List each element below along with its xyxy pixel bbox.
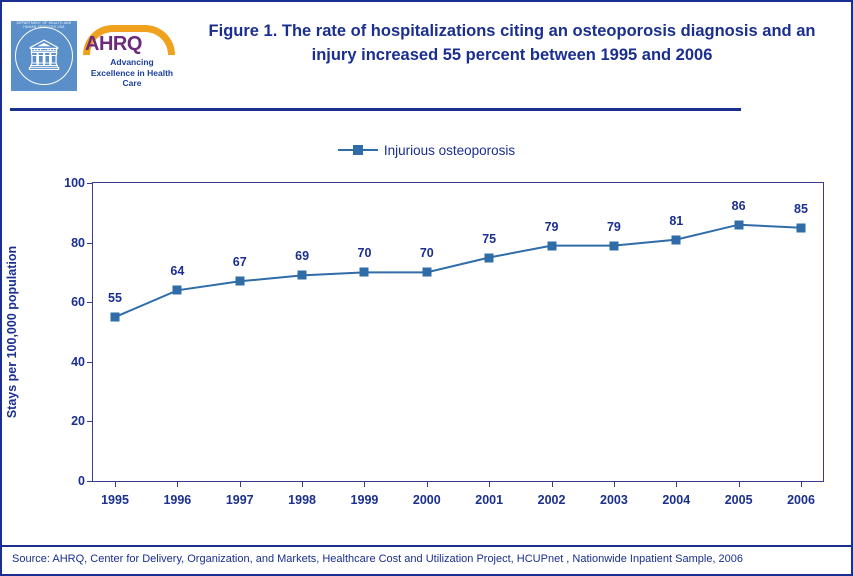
x-axis-tick-label: 2006 <box>787 493 815 507</box>
x-axis-tick-label: 1998 <box>288 493 316 507</box>
data-point-marker <box>422 268 431 277</box>
x-axis-tick-label: 2003 <box>600 493 628 507</box>
y-axis-tick-mark <box>87 362 93 363</box>
x-axis-tick-label: 2001 <box>475 493 504 507</box>
data-point-marker <box>609 241 618 250</box>
logo-name: AHRQ <box>85 33 142 55</box>
y-axis-tick-mark <box>87 421 93 422</box>
chart-area <box>2 162 851 542</box>
x-axis-tick-mark <box>801 481 802 487</box>
data-point-marker <box>485 253 494 262</box>
data-point-label: 79 <box>606 219 621 234</box>
logo-wordmark <box>77 21 179 91</box>
x-axis-tick-mark <box>427 481 428 487</box>
x-axis-tick-mark <box>240 481 241 487</box>
y-axis-tick-label: 20 <box>71 414 85 429</box>
hhs-eagle-icon: 🏛 <box>24 39 64 72</box>
footer-divider <box>2 545 851 547</box>
ahrq-logo <box>10 20 180 92</box>
hhs-seal-icon <box>11 21 77 91</box>
y-axis-tick-mark <box>87 302 93 303</box>
x-axis-tick-mark <box>614 481 615 487</box>
y-axis-tick-label: 80 <box>71 235 85 250</box>
x-axis-tick-label: 2005 <box>724 493 753 507</box>
x-axis-tick-mark <box>489 481 490 487</box>
data-point-label: 55 <box>108 291 122 306</box>
data-point-marker <box>734 220 743 229</box>
data-point-marker <box>235 277 244 286</box>
y-axis-tick-mark <box>87 183 93 184</box>
data-point-marker <box>298 271 307 280</box>
legend-label: Injurious osteoporosis <box>383 142 516 158</box>
x-axis-tick-label: 1996 <box>163 493 192 507</box>
plot-area <box>64 176 824 507</box>
y-axis-tick-label: 100 <box>64 176 85 190</box>
source-note: Source: AHRQ, Center for Delivery, Organization, and Markets, Healthcare Cost and Utilization Project, HCUPnet , Nationwide Inpatient Sample, 2006 <box>12 553 744 565</box>
data-point-label: 70 <box>357 246 372 261</box>
chart-legend <box>2 142 851 158</box>
y-axis-tick-label: 40 <box>71 354 85 369</box>
data-point-marker <box>360 268 369 277</box>
x-axis-tick-mark <box>115 481 116 487</box>
data-point-label: 69 <box>295 249 310 264</box>
data-point-label: 86 <box>731 198 746 213</box>
x-axis-tick-label: 1997 <box>225 493 254 507</box>
data-point-label: 67 <box>232 255 247 270</box>
data-point-label: 79 <box>544 219 559 234</box>
x-axis-tick-mark <box>177 481 178 487</box>
x-axis-tick-label: 2002 <box>537 493 566 507</box>
y-axis-tick-label: 60 <box>71 295 85 310</box>
figure-title: Figure 1. The rate of hospitalizations citing an osteoporosis diagnosis and an injury increased 55 percent between 1995 and 2006 <box>208 22 816 64</box>
series-line <box>93 183 823 481</box>
header <box>2 2 851 106</box>
x-axis-tick-label: 2004 <box>662 493 691 507</box>
x-axis-tick-mark <box>302 481 303 487</box>
y-axis-tick-mark <box>87 243 93 244</box>
y-axis-label: Stays per 100,000 population <box>5 245 19 419</box>
header-divider <box>10 108 741 111</box>
data-point-label: 81 <box>669 213 684 228</box>
data-point-marker <box>797 223 806 232</box>
y-axis-tick-mark <box>87 481 93 482</box>
y-axis-tick-label: 0 <box>78 474 85 488</box>
data-point-marker <box>547 241 556 250</box>
x-axis-tick-mark <box>739 481 740 487</box>
x-axis-tick-mark <box>552 481 553 487</box>
data-point-marker <box>173 286 182 295</box>
x-axis-tick-mark <box>364 481 365 487</box>
data-point-label: 64 <box>170 264 185 279</box>
legend-marker-icon <box>338 144 378 156</box>
data-point-label: 85 <box>794 201 808 216</box>
data-point-label: 70 <box>419 246 434 261</box>
data-point-marker <box>672 235 681 244</box>
x-axis-tick-label: 2000 <box>412 493 441 507</box>
logo-tagline: Advancing Excellence in Health Care <box>90 57 174 89</box>
x-axis-tick-mark <box>676 481 677 487</box>
x-axis-tick-label: 1999 <box>350 493 379 507</box>
x-axis-tick-label: 1995 <box>101 493 129 507</box>
legend-square-marker-icon <box>353 145 363 155</box>
data-point-marker <box>111 313 120 322</box>
data-point-label: 75 <box>482 231 497 246</box>
seal-text: DEPARTMENT OF HEALTH AND HUMAN SERVICES USA <box>16 21 72 29</box>
